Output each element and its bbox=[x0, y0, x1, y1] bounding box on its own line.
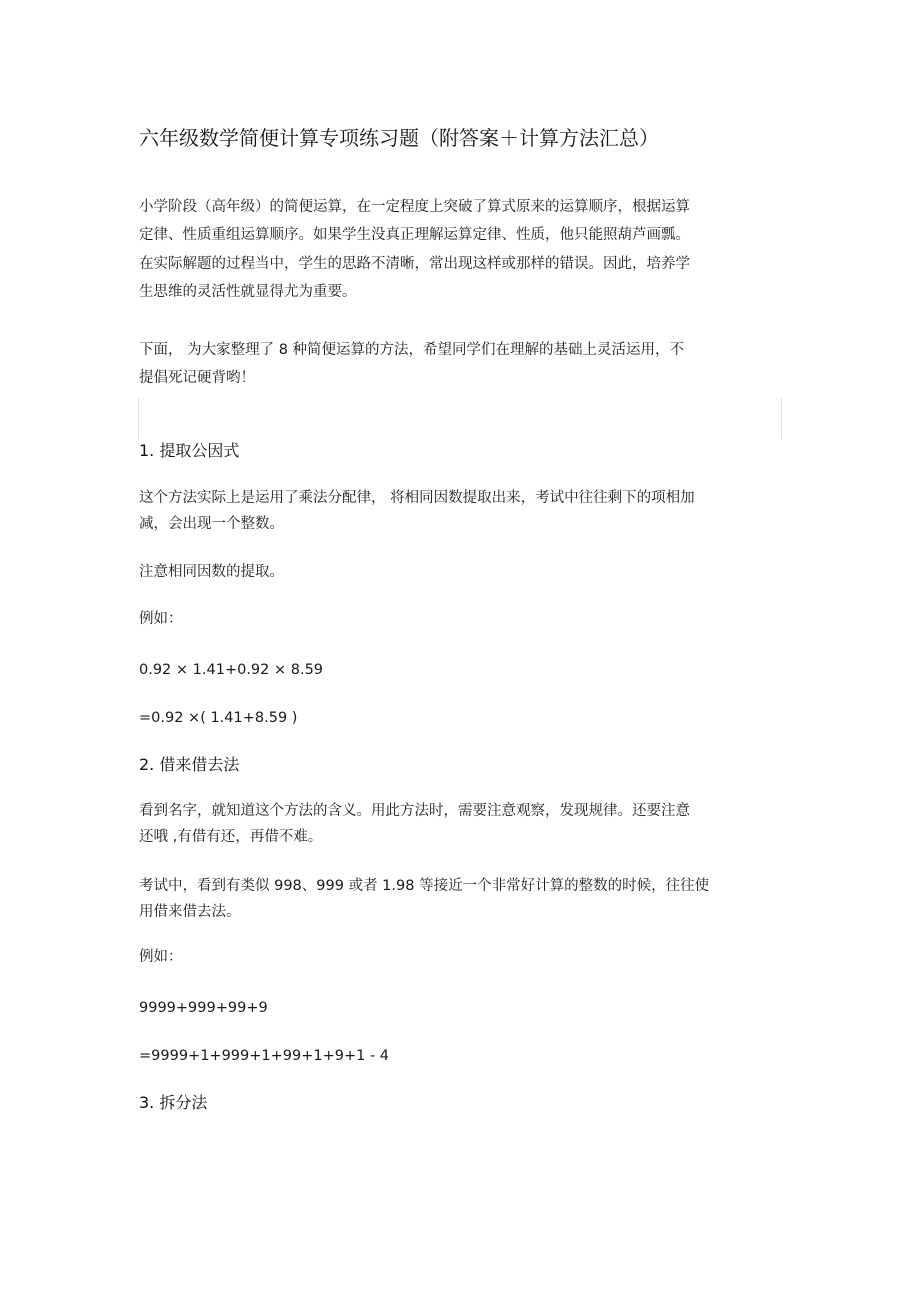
section-desc-line: 减，会出现一个整数。 bbox=[139, 516, 284, 532]
example-label: 例如： bbox=[139, 949, 183, 965]
intro-line: 小学阶段（高年级）的简便运算，在一定程度上突破了算式原来的运算顺序，根据运算 bbox=[139, 199, 690, 215]
lead-line: 提倡死记硬背哟！ bbox=[139, 370, 255, 386]
section-desc-line: 看到名字，就知道这个方法的含义。用此方法时，需要注意观察，发现规律。还要注意 bbox=[139, 803, 690, 819]
intro-line: 生思维的灵活性就显得尤为重要。 bbox=[139, 284, 357, 300]
example-expression: 0.92 × 1.41+0.92 × 8.59 bbox=[139, 662, 324, 678]
right-divider bbox=[781, 398, 782, 439]
example-expression: =0.92 ×( 1.41+8.59 ) bbox=[139, 710, 298, 726]
section-desc-line: 还哦 ,有借有还，再借不难。 bbox=[139, 829, 323, 845]
section-note-line: 用借来借去法。 bbox=[139, 904, 241, 920]
example-label: 例如： bbox=[139, 611, 183, 627]
section-note-line: 考试中，看到有类似 998、999 或者 1.98 等接近一个非常好计算的整数的时候，往往使 bbox=[139, 878, 710, 894]
lead-line: 下面， 为大家整理了 8 种简便运算的方法，希望同学们在理解的基础上灵活运用，不 bbox=[139, 342, 685, 358]
section-heading: 2. 借来借去法 bbox=[139, 755, 240, 774]
intro-line: 在实际解题的过程当中，学生的思路不清晰，常出现这样或那样的错误。因此，培养学 bbox=[139, 256, 690, 272]
section-heading: 3. 拆分法 bbox=[139, 1093, 208, 1112]
section-heading: 1. 提取公因式 bbox=[139, 441, 240, 460]
section-note: 注意相同因数的提取。 bbox=[139, 564, 284, 580]
section-desc-line: 这个方法实际上是运用了乘法分配律， 将相同因数提取出来，考试中往往剩下的项相加 bbox=[139, 490, 695, 506]
example-expression: 9999+999+99+9 bbox=[139, 1000, 268, 1016]
left-divider bbox=[138, 398, 139, 439]
example-expression: =9999+1+999+1+99+1+9+1 - 4 bbox=[139, 1048, 390, 1064]
document-title: 六年级数学简便计算专项练习题（附答案＋计算方法汇总） bbox=[139, 126, 659, 150]
intro-line: 定律、性质重组运算顺序。如果学生没真正理解运算定律、性质，他只能照葫芦画瓢。 bbox=[139, 227, 690, 243]
